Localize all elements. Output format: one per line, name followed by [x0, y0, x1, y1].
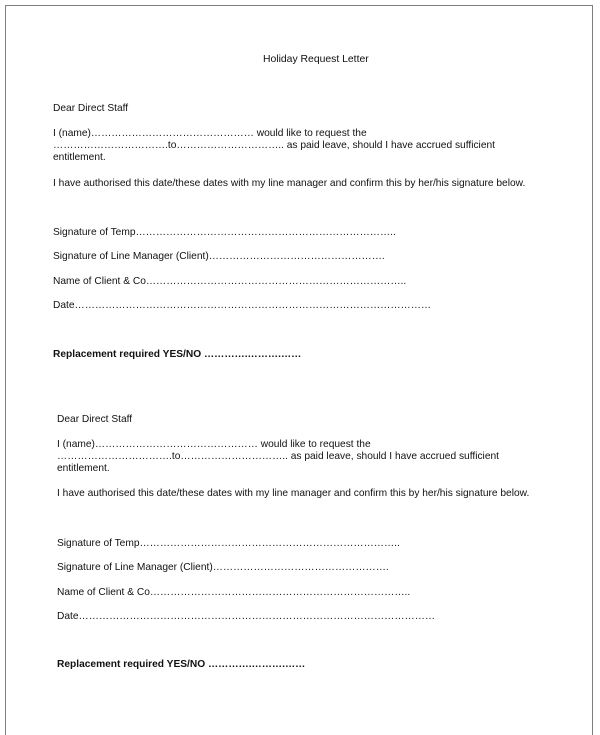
form-2-signature-temp: Signature of Temp…………………………………………………………………..: [57, 538, 400, 549]
form-1-request-line-3: entitlement.: [53, 152, 106, 163]
document-title: Holiday Request Letter: [263, 54, 369, 65]
form-2-signature-line-manager: Signature of Line Manager (Client)…………………………………………….: [57, 562, 389, 573]
form-1-signature-line-manager: Signature of Line Manager (Client)…………………………………………….: [53, 251, 385, 262]
form-1-replacement-required: Replacement required YES/NO ………….……….……: [53, 349, 302, 360]
form-1-greeting: Dear Direct Staff: [53, 103, 129, 114]
form-1-authorisation-text: I have authorised this date/these dates with my line manager and confirm this by her/his signature below.: [53, 178, 526, 189]
form-2-client-name: Name of Client & Co…………………………………………………………………..: [57, 587, 411, 598]
form-2-request-line-2: …………………………….to………………………….. as paid leave, should I have accrued sufficient: [57, 451, 499, 462]
form-2-date: Date……………………………………………………………………………………………: [57, 611, 436, 622]
form-1-request-line-2: …………………………….to………………………….. as paid leave, should I have accrued sufficient: [53, 140, 495, 151]
form-2-replacement-required: Replacement required YES/NO ………….……….……: [57, 659, 306, 670]
form-2-request-line-3: entitlement.: [57, 463, 110, 474]
form-1-client-name: Name of Client & Co…………………………………………………………………..: [53, 276, 407, 287]
form-2-authorisation-text: I have authorised this date/these dates with my line manager and confirm this by her/his signature below.: [57, 488, 530, 499]
form-2-request-line-1: I (name)………………………………………… would like to request the: [57, 439, 371, 450]
form-1-signature-temp: Signature of Temp…………………………………………………………………..: [53, 227, 396, 238]
form-1-date: Date……………………………………………………………………………………………: [53, 300, 432, 311]
form-2-greeting: Dear Direct Staff: [57, 414, 133, 425]
form-1-request-line-1: I (name)………………………………………… would like to request the: [53, 128, 367, 139]
